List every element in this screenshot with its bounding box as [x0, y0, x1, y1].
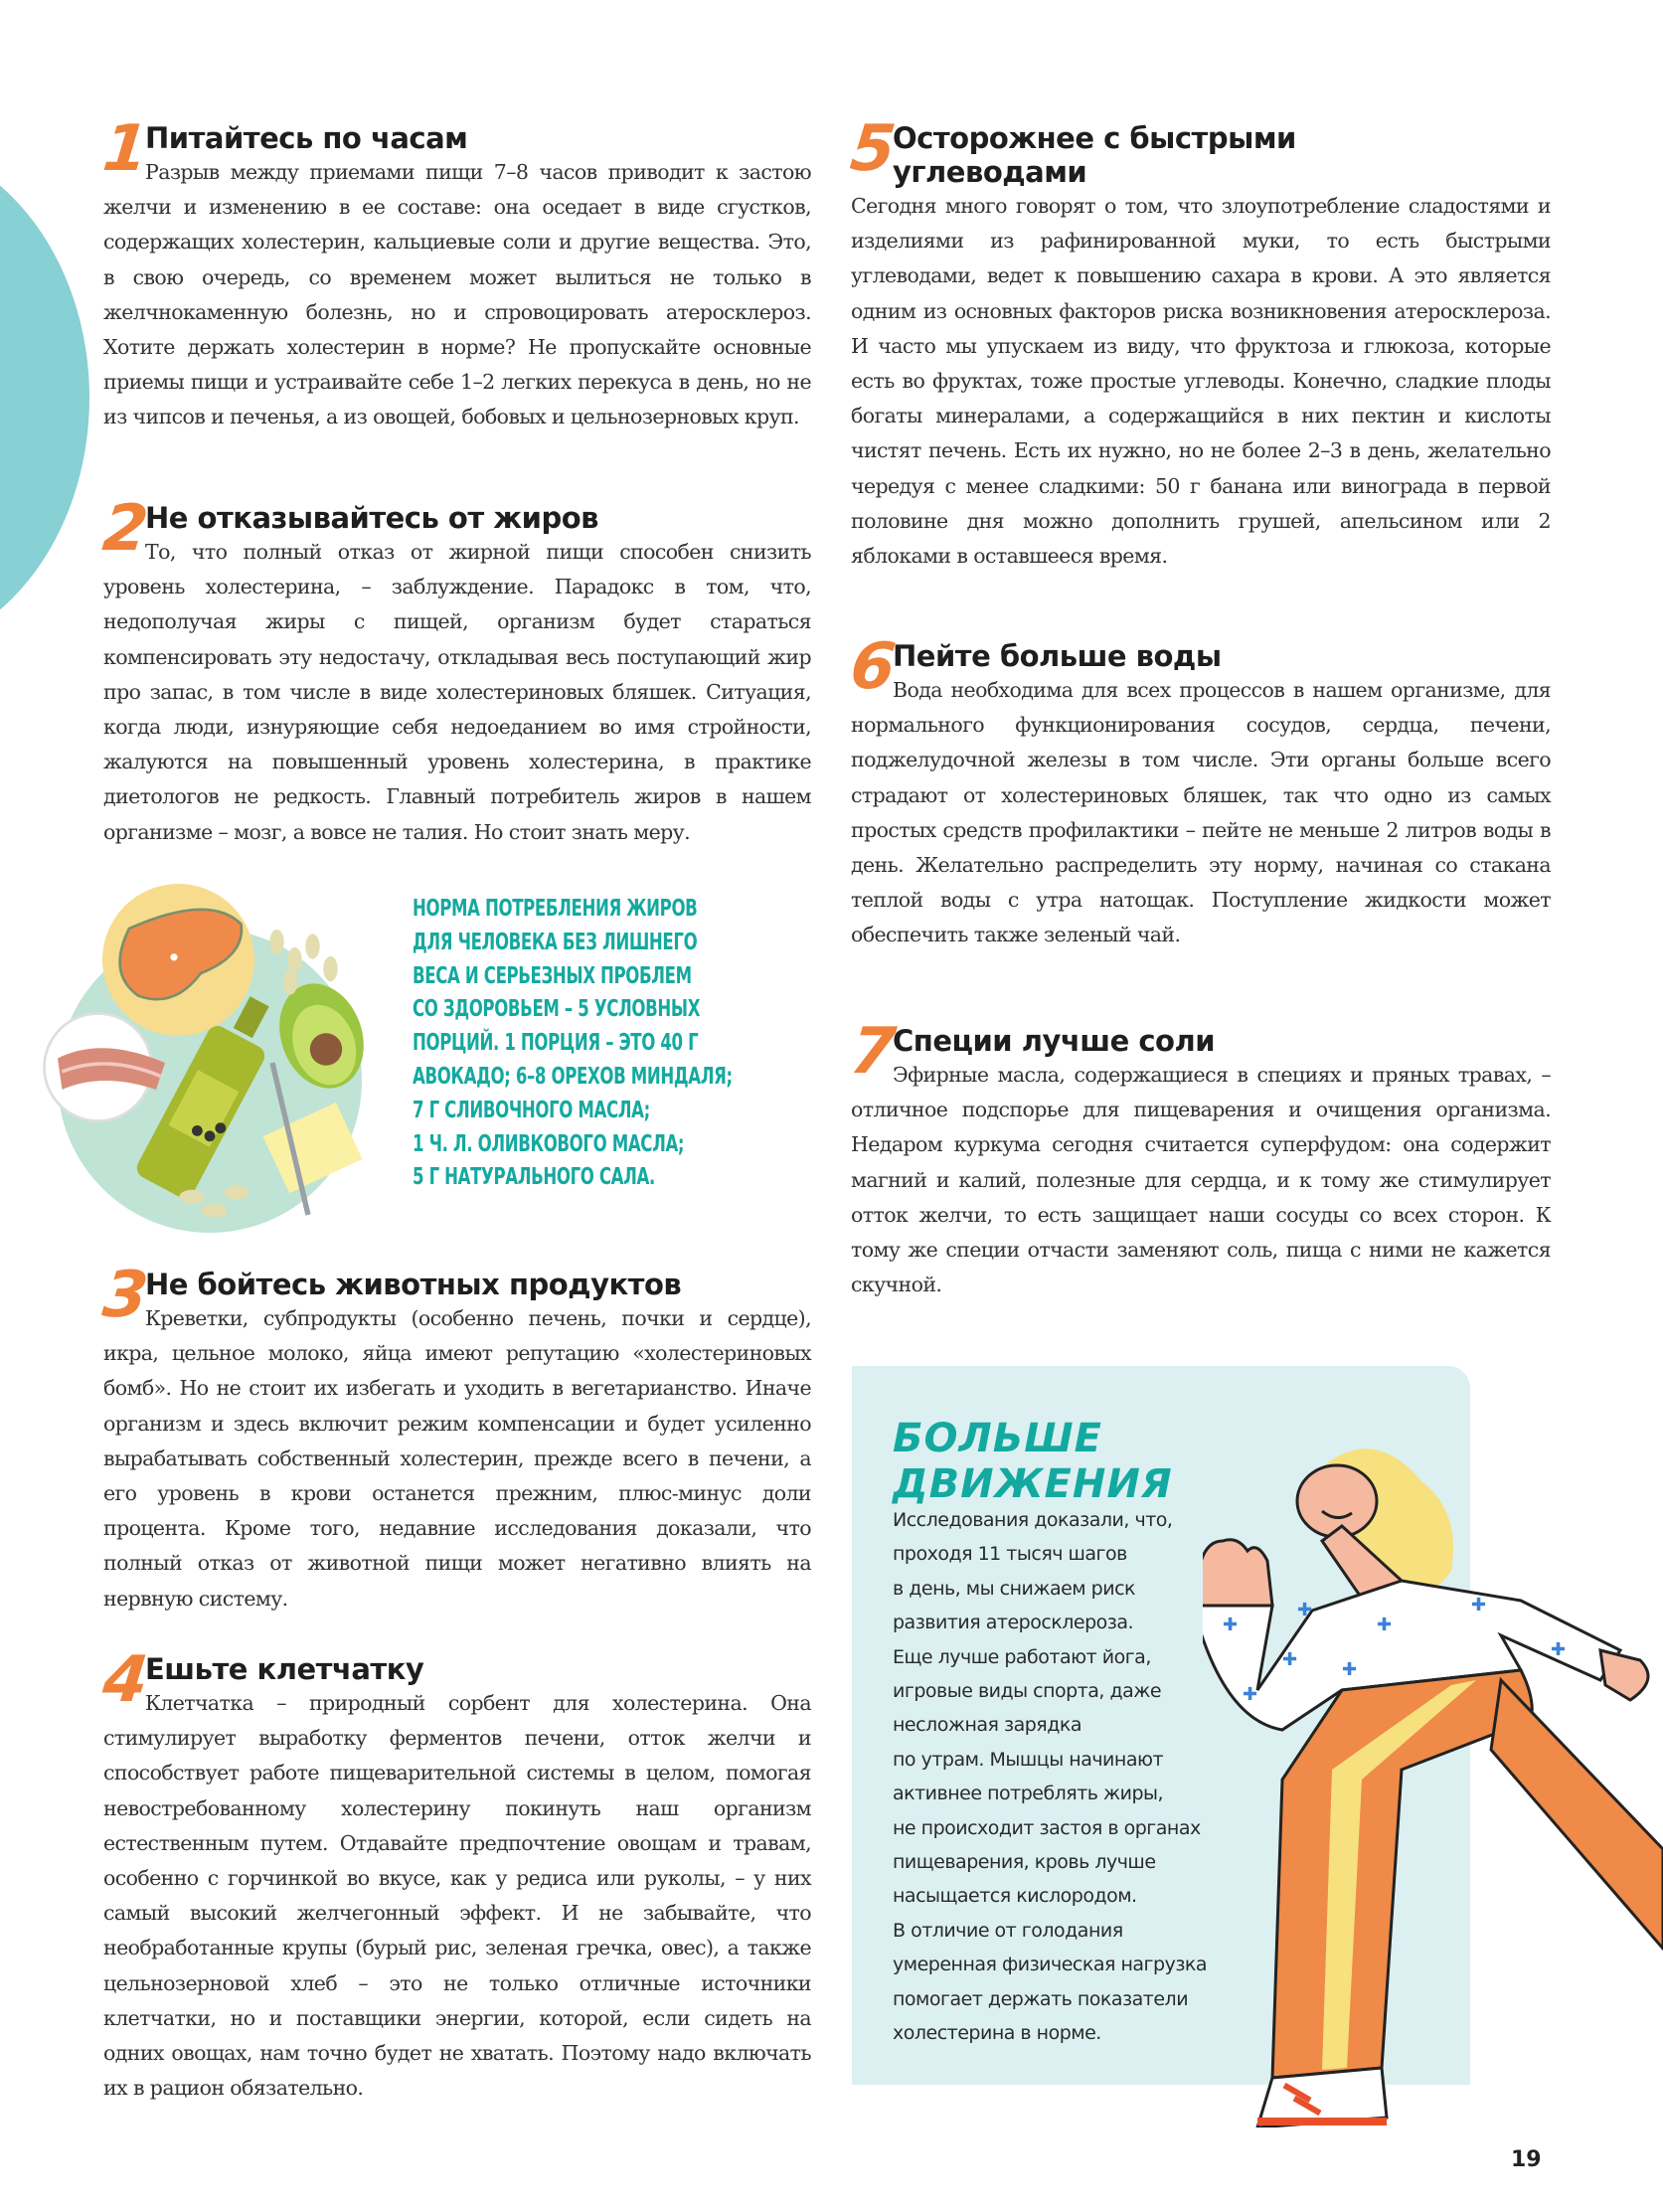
tip-section-4	[99, 1643, 811, 2106]
page-number: 19	[1511, 2147, 1542, 2172]
tip-body: Вода необходима для всех процессов в нашем организме, для нормального функционирования сосудов, сердца, печени, поджелудочной железы в том числе. Эти органы больше всего страдают от холестериновых бляшек, так что одно из самых простых средств профилактики – пейте не меньше 2 литров воды в день. Желательно распределить эту норму, начиная со стакана теплой воды с утра натощак. Поступление жидкости может обеспечить также зеленый чай.	[851, 678, 1551, 947]
tip-body: Разрыв между приемами пищи 7–8 часов приводит к застою желчи и изменению в ее составе: она оседает в виде сгустков, содержащих холестерин, кальциевые соли и другие вещества. Это, в свою очередь, со временем может вылиться не только в желчнокаменную болезнь, но и спровоцировать атеросклероз. Хотите держать холестерин в норме? Не пропускайте основные приемы пищи и устраивайте себе 1–2 легких перекуса в день, но не из чипсов и печенья, а из овощей, бобовых и цельнозерновых круп.	[103, 160, 811, 429]
tip-section-5	[847, 112, 1551, 574]
tip-number: 7	[847, 1015, 900, 1089]
svg-text:✚: ✚	[1471, 1595, 1487, 1616]
tip-title: Ешьте клетчатку	[145, 1652, 424, 1686]
tip-section-2	[99, 492, 811, 850]
fat-norm-note: НОРМА ПОТРЕБЛЕНИЯ ЖИРОВ ДЛЯ ЧЕЛОВЕКА БЕЗ ЛИШНЕГО ВЕСА И СЕРЬЕЗНЫХ ПРОБЛЕМ СО ЗДОРОВЬЕМ – 5 УСЛОВНЫХ ПОРЦИЙ. 1 ПОРЦИЯ – ЭТО 40 Г АВОКАДО; 6–8 ОРЕХОВ МИНДАЛЯ; 7 Г СЛИВОЧНОГО МАСЛА; 1 Ч. Л. ОЛИВКОВОГО МАСЛА; 5 Г НАТУРАЛЬНОГО САЛА.	[413, 896, 733, 1191]
tip-heading	[847, 630, 1551, 704]
tip-body: Сегодня много говорят о том, что злоупотребление сладостями и изделиями из рафинированной муки, то есть быстрыми углеводами, ведет к повышению сахара в крови. А это является одним из основных факторов риска возникновения атеросклероза. И часто мы упускаем из виду, что фруктоза и глюкоза, которые есть во фруктах, тоже простые углеводы. Конечно, сладкие плоды богаты минералами, а содержащийся в них пектин и кислоты чистят печень. Есть их нужно, но не более 2–3 в день, желательно чередуя с менее сладкими: 50 г банана или винограда в первой половине дня можно дополнить грушей, апельсином или 2 яблоками в оставшееся время.	[851, 194, 1551, 569]
tip-section-1	[99, 112, 811, 435]
movement-box-title: БОЛЬШЕ ДВИЖЕНИЯ	[893, 1416, 1173, 1507]
tip-title: Специи лучше соли	[893, 1024, 1216, 1058]
svg-text:✚: ✚	[1297, 1600, 1313, 1620]
tip-heading	[847, 112, 1551, 189]
svg-text:✚: ✚	[1377, 1615, 1393, 1635]
tip-heading	[99, 1259, 811, 1332]
tip-body: Креветки, субпродукты (особенно печень, почки и сердце), икра, цельное молоко, яйца имеют репутацию «холестериновых бомб». Но не стоит их избегать и уходить в вегетарианство. Иначе организм и здесь включит режим компенсации и будет усиленно вырабатывать собственный холестерин, прежде всего в печени, а его уровень в крови останется прежним, плюс-минус доли процента. Кроме того, недавние исследования доказали, что полный отказ от животной пищи может негативно влиять на нервную систему.	[103, 1306, 811, 1611]
tip-title: Не бойтесь животных продуктов	[145, 1268, 682, 1301]
svg-text:✚: ✚	[1551, 1639, 1567, 1660]
tip-number: 6	[847, 630, 900, 704]
tip-heading	[99, 1643, 811, 1717]
tip-body: Эфирные масла, содержащиеся в специях и пряных травах, – отличное подспорье для пищеварения и очищения организма. Недаром куркума сегодня считается суперфудом: она содержит магний и калий, полезные для сердца, и к тому же стимулирует отток желчи, то есть защищает наши сосуды со всех сторон. К тому же специи отчасти заменяют соль, пища с ними не кажется скучной.	[851, 1063, 1551, 1297]
walking-woman-illustration	[1203, 1432, 1663, 2127]
svg-text:✚: ✚	[1243, 1684, 1258, 1705]
svg-text:✚: ✚	[1223, 1615, 1239, 1635]
tip-body: Клетчатка – природный сорбент для холестерина. Она стимулирует выработку ферментов печени, отток желчи и способствует работе пищеварительной системы в целом, помогая невостребованному холестерину покинуть наш организм естественным путем. Отдавайте предпочтение овощам и травам, особенно с горчинкой во вкусе, как у редиса или руколы, – у них самый высокий желчегонный эффект. И не забывайте, что необработанные крупы (бурый рис, зеленая гречка, овес), а также цельнозерновой хлеб – это не только отличные источники клетчатки, но и поставщики энергии, которой, если сидеть на одних овощах, нам точно будет не хватать. Поэтому надо включать их в рацион обязательно.	[103, 1691, 811, 2101]
tip-title: Пейте больше воды	[893, 639, 1222, 673]
tip-heading	[847, 1015, 1551, 1089]
decorative-teal-arc	[0, 139, 89, 656]
tip-number: 4	[99, 1643, 152, 1717]
tip-title: Не отказывайтесь от жиров	[145, 501, 598, 535]
tip-section-3	[99, 1259, 811, 1616]
fatty-foods-illustration	[22, 875, 380, 1233]
tip-section-7	[847, 1015, 1551, 1302]
tip-heading	[99, 492, 811, 566]
tip-heading	[99, 112, 811, 186]
svg-text:✚: ✚	[1282, 1649, 1298, 1670]
tip-section-6	[847, 630, 1551, 953]
svg-text:✚: ✚	[1342, 1659, 1358, 1680]
tip-number: 2	[99, 492, 152, 566]
tip-number: 3	[99, 1259, 152, 1332]
movement-box-text: Исследования доказали, что, проходя 11 тысяч шагов в день, мы снижаем риск развития атеросклероза. Еще лучше работают йога, игровые виды спорта, даже несложная зарядка по утрам. Мышцы начинают активнее потреблять жиры, не происходит застоя в органах пищеварения, кровь лучше насыщается кислородом. В отличие от голодания умеренная физическая нагрузка помогает держать показатели холестерина в норме.	[893, 1509, 1208, 2045]
tip-number: 5	[847, 112, 900, 186]
tip-title: Питайтесь по часам	[145, 121, 468, 155]
tip-number: 1	[99, 112, 152, 186]
tip-body: То, что полный отказ от жирной пищи способен снизить уровень холестерина, – заблуждение. Парадокс в том, что, недополучая жиры с пищей, организм будет стараться компенсировать эту недостачу, откладывая весь поступающий жир про запас, в том числе в виде холестериновых бляшек. Ситуация, когда люди, изнуряющие себя недоеданием во имя стройности, жалуются на повышенный уровень холестерина, в практике диетологов не редкость. Главный потребитель жиров в нашем организме – мозг, а вовсе не талия. Но стоит знать меру.	[103, 540, 811, 844]
tip-title: Осторожнее с быстрыми углеводами	[893, 121, 1296, 189]
